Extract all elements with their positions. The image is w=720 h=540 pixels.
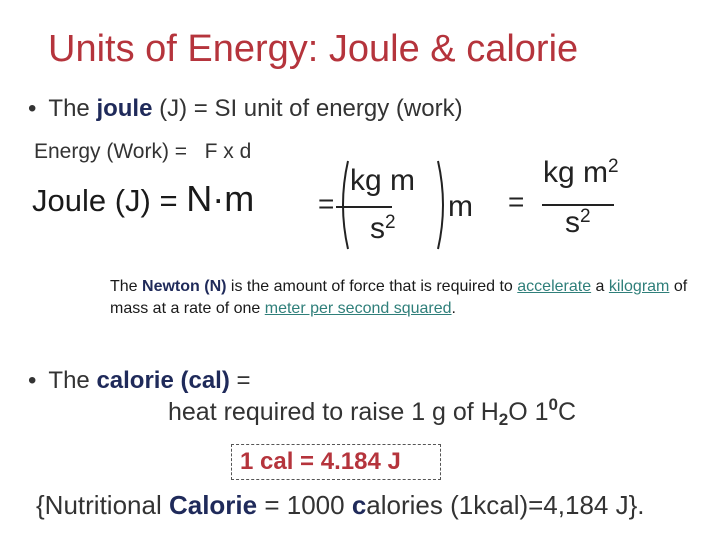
joule-equation-lhs <box>32 178 254 220</box>
bullet-joule-suffix: (J) = SI unit of energy (work) <box>152 95 463 122</box>
newton-meter: N·m <box>186 178 255 219</box>
heat-definition <box>168 395 576 430</box>
nutri-t1: {Nutritional <box>36 490 169 520</box>
link-kilogram[interactable]: kilogram <box>608 278 670 295</box>
fraction1-bar <box>336 206 392 208</box>
bullet-calorie <box>28 367 251 395</box>
nutri-t3: alories (1kcal)=4,184 J}. <box>366 490 645 520</box>
bullet-calorie-prefix: The <box>48 367 97 394</box>
frac2-num-exp: 2 <box>608 156 619 177</box>
frac1-den-exp: 2 <box>385 212 396 233</box>
calorie-conversion: 1 cal = 4.184 J <box>240 448 401 475</box>
newton-t3: a <box>591 278 609 295</box>
bullet-joule <box>28 95 463 123</box>
newton-t4: of mass at a rate of one <box>110 278 688 317</box>
nutri-t2: = 1000 <box>257 490 352 520</box>
heat-sub: 2 <box>498 410 509 429</box>
bullet-calorie-suffix: = <box>229 367 251 394</box>
frac2-den-exp: 2 <box>580 206 591 227</box>
heat-t2: O 1 <box>508 398 549 426</box>
fraction2-denominator <box>565 206 591 240</box>
newton-bold: Newton (N) <box>142 278 227 295</box>
nutritional-calorie-note <box>36 490 645 521</box>
energy-work-line: Energy (Work) = F x d <box>34 140 252 163</box>
bullet-dot: • <box>28 367 37 394</box>
bullet-calorie-bold: calorie (cal) <box>96 367 230 394</box>
nutri-b2: c <box>351 490 367 520</box>
newton-t1: The <box>110 278 143 295</box>
heat-t3: C <box>557 398 577 426</box>
frac2-num-base: kg m <box>543 156 609 189</box>
frac2-den-base: s <box>565 206 580 239</box>
joule-lhs-text: Joule (J) = <box>32 183 187 218</box>
heat-t1: heat required to raise 1 g of H <box>168 398 499 426</box>
meter-term: m <box>448 190 473 223</box>
equals-sign-2: = <box>508 186 525 217</box>
bullet-joule-prefix: The <box>48 95 97 122</box>
fraction1-numerator: kg m <box>350 164 416 197</box>
link-accelerate[interactable]: accelerate <box>517 278 592 295</box>
newton-t2: is the amount of force that is required to <box>226 278 518 295</box>
frac1-den-base: s <box>370 212 385 245</box>
newton-t5: . <box>451 300 456 317</box>
fraction2-numerator <box>543 156 619 190</box>
fraction1-denominator <box>370 212 396 246</box>
link-meter-per-second-squared[interactable]: meter per second squared <box>264 300 452 317</box>
newton-definition <box>110 276 714 320</box>
heat-sup: 0 <box>548 395 558 414</box>
equals-sign-1: = <box>318 188 335 219</box>
bullet-dot: • <box>28 95 37 122</box>
slide-title: Units of Energy: Joule & calorie <box>48 28 579 70</box>
bullet-joule-bold: joule <box>96 95 153 122</box>
nutri-b1: Calorie <box>168 490 258 520</box>
